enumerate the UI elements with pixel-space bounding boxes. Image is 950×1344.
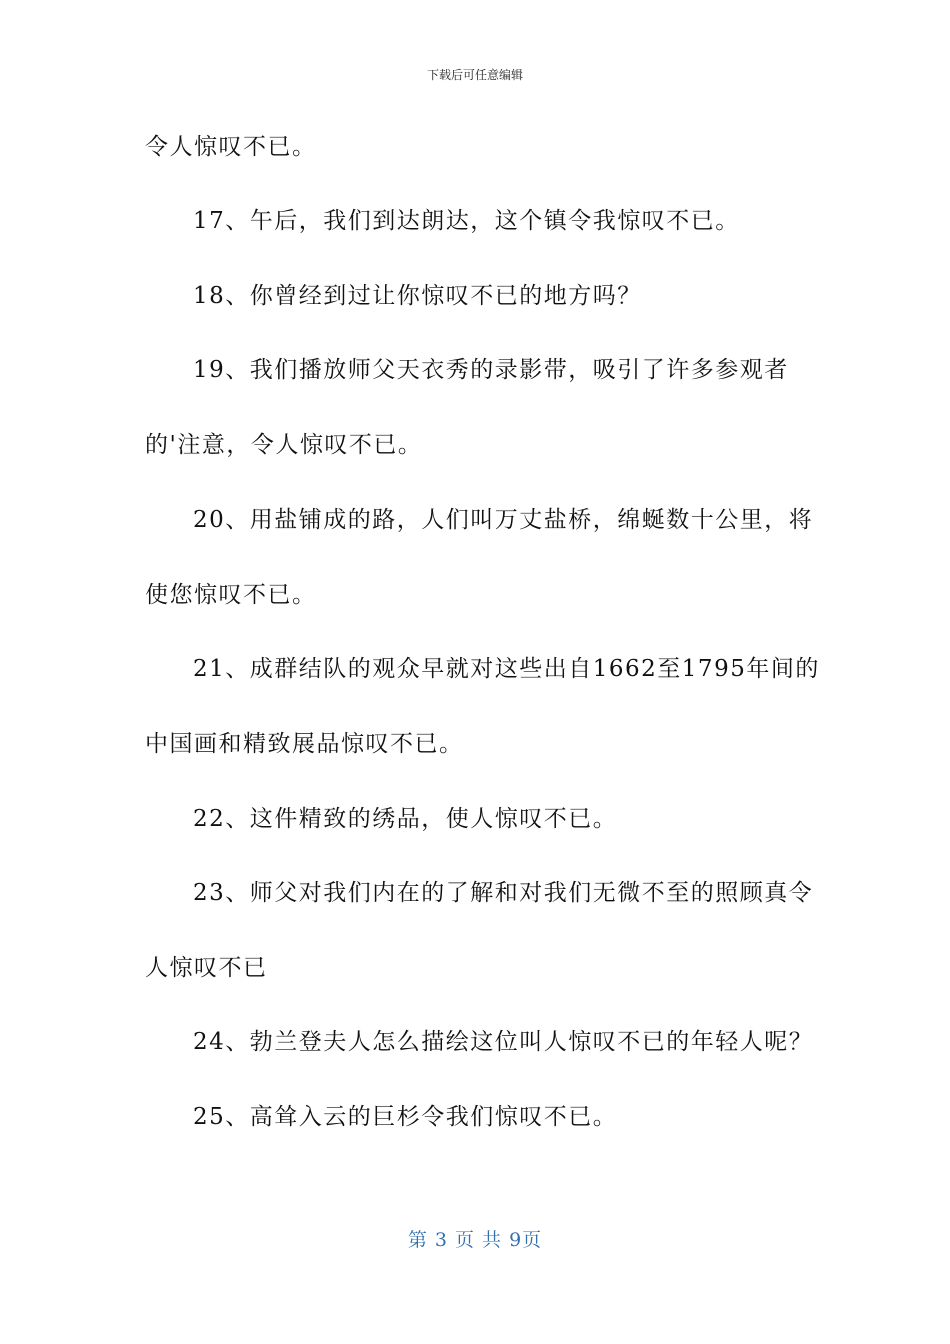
text-line: 18、你曾经到过让你惊叹不已的地方吗？ xyxy=(193,283,642,309)
text-line: 22、这件精致的绣品，使人惊叹不已。 xyxy=(193,806,618,832)
page-header: 下载后可任意编辑 xyxy=(426,68,523,82)
text-line: 的'注意，令人惊叹不已。 xyxy=(145,432,423,458)
text-line: 令人惊叹不已。 xyxy=(145,134,317,160)
text-line: 中国画和精致展品惊叹不已。 xyxy=(145,731,464,757)
text-line: 23、师父对我们内在的了解和对我们无微不至的照顾真令 xyxy=(193,880,814,906)
text-line: 24、勃兰登夫人怎么描绘这位叫人惊叹不已的年轻人呢？ xyxy=(193,1029,814,1055)
text-line: 21、成群结队的观众早就对这些出自1662至1795年间的 xyxy=(193,656,820,682)
text-line: 17、午后，我们到达朗达，这个镇令我惊叹不已。 xyxy=(193,208,740,234)
text-line: 使您惊叹不已。 xyxy=(145,582,317,608)
text-line: 人惊叹不已 xyxy=(145,955,268,981)
text-line: 25、高耸入云的巨杉令我们惊叹不已。 xyxy=(193,1104,618,1130)
page-footer: 第 3 页 共 9页 xyxy=(407,1229,543,1251)
text-line: 19、我们播放师父天衣秀的录影带，吸引了许多参观者 xyxy=(193,357,789,383)
text-line: 20、用盐铺成的路，人们叫万丈盐桥，绵蜒数十公里，将 xyxy=(193,507,814,533)
